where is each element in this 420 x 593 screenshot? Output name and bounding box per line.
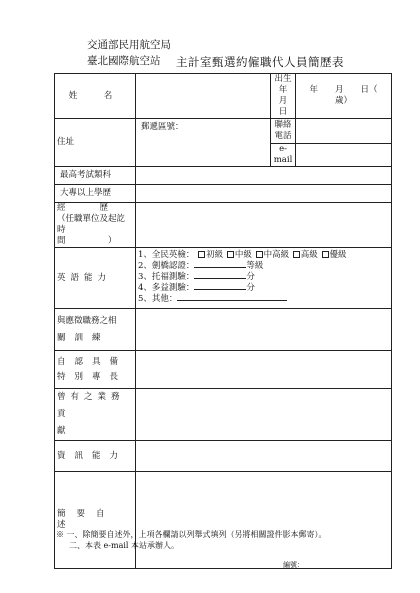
education-field[interactable] xyxy=(136,167,392,185)
college-label: 大專以上學歷 xyxy=(55,185,136,203)
cambridge-line: 2、劍橋認證： 等級 xyxy=(138,261,264,271)
education-label: 最高考試類科 xyxy=(55,167,136,185)
bio-field[interactable] xyxy=(136,472,392,569)
address-label: 住址 xyxy=(55,119,136,167)
email-label: e-mail xyxy=(271,144,296,167)
skills-field[interactable] xyxy=(136,351,392,389)
address-field[interactable] xyxy=(136,119,271,167)
checkbox-intermediate[interactable] xyxy=(227,251,234,258)
note-1: ※ 一、除簡要自述外，上項各欄請以列舉式填列（另將相關證件影本郵寄）。 xyxy=(56,530,327,539)
job-training-label: 與應徵職務之相 關訓練 xyxy=(55,309,136,351)
form-title: 主計室甄選約僱職代人員簡歷表 xyxy=(176,55,344,69)
language-label: 英語能力 xyxy=(55,248,136,309)
phone-field[interactable] xyxy=(296,119,392,144)
other-line: 5、其他： xyxy=(138,294,389,305)
checkbox-high-intermediate[interactable] xyxy=(256,251,263,258)
org-name-line1: 交通部民用航空局 xyxy=(87,39,171,51)
bio-label: 簡要自述 xyxy=(55,472,136,569)
footer-notes xyxy=(56,529,327,551)
checkbox-elementary[interactable] xyxy=(198,251,205,258)
org-name-line2: 臺北國際航空站 xyxy=(87,55,161,67)
experience-label: 經 歷 （任職單位及起訖時 間 ） xyxy=(55,203,136,248)
toefl-line: 3、托福測驗： 分 xyxy=(138,272,255,282)
name-field[interactable] xyxy=(136,74,271,119)
contribution-field[interactable] xyxy=(136,389,392,441)
job-training-field[interactable] xyxy=(136,309,392,351)
phone-label: 聯絡電話 xyxy=(271,119,296,144)
skills-label: 自認具備 特別專長 xyxy=(55,351,136,389)
contribution-label: 曾有之業務 貢獻 xyxy=(55,389,136,441)
birth-field[interactable]: 年 月 日（ 歲） xyxy=(296,74,392,119)
checkbox-advanced[interactable] xyxy=(293,251,300,258)
note-2: 二、本表 e-mail 本站承辦人。 xyxy=(69,541,179,550)
birth-label: 出生年 月 日 xyxy=(271,74,296,119)
email-field[interactable] xyxy=(296,144,392,167)
it-skills-field[interactable] xyxy=(136,441,392,472)
postal-code-label: 郵遞區號： xyxy=(141,122,184,132)
toeic-line: 4、多益測驗： 分 xyxy=(138,283,255,293)
name-label: 姓 名 xyxy=(55,74,136,119)
experience-field[interactable] xyxy=(136,203,392,248)
language-field[interactable] xyxy=(136,248,392,309)
gept-line: 1、全民英檢： 初級 中級 中高級 高級 優級 xyxy=(138,250,347,260)
checkbox-superior[interactable] xyxy=(322,251,329,258)
college-field[interactable] xyxy=(136,185,392,203)
it-skills-label: 資訊能力 xyxy=(55,441,136,472)
serial-number-label: 編號： xyxy=(283,561,304,569)
resume-form xyxy=(54,73,395,569)
